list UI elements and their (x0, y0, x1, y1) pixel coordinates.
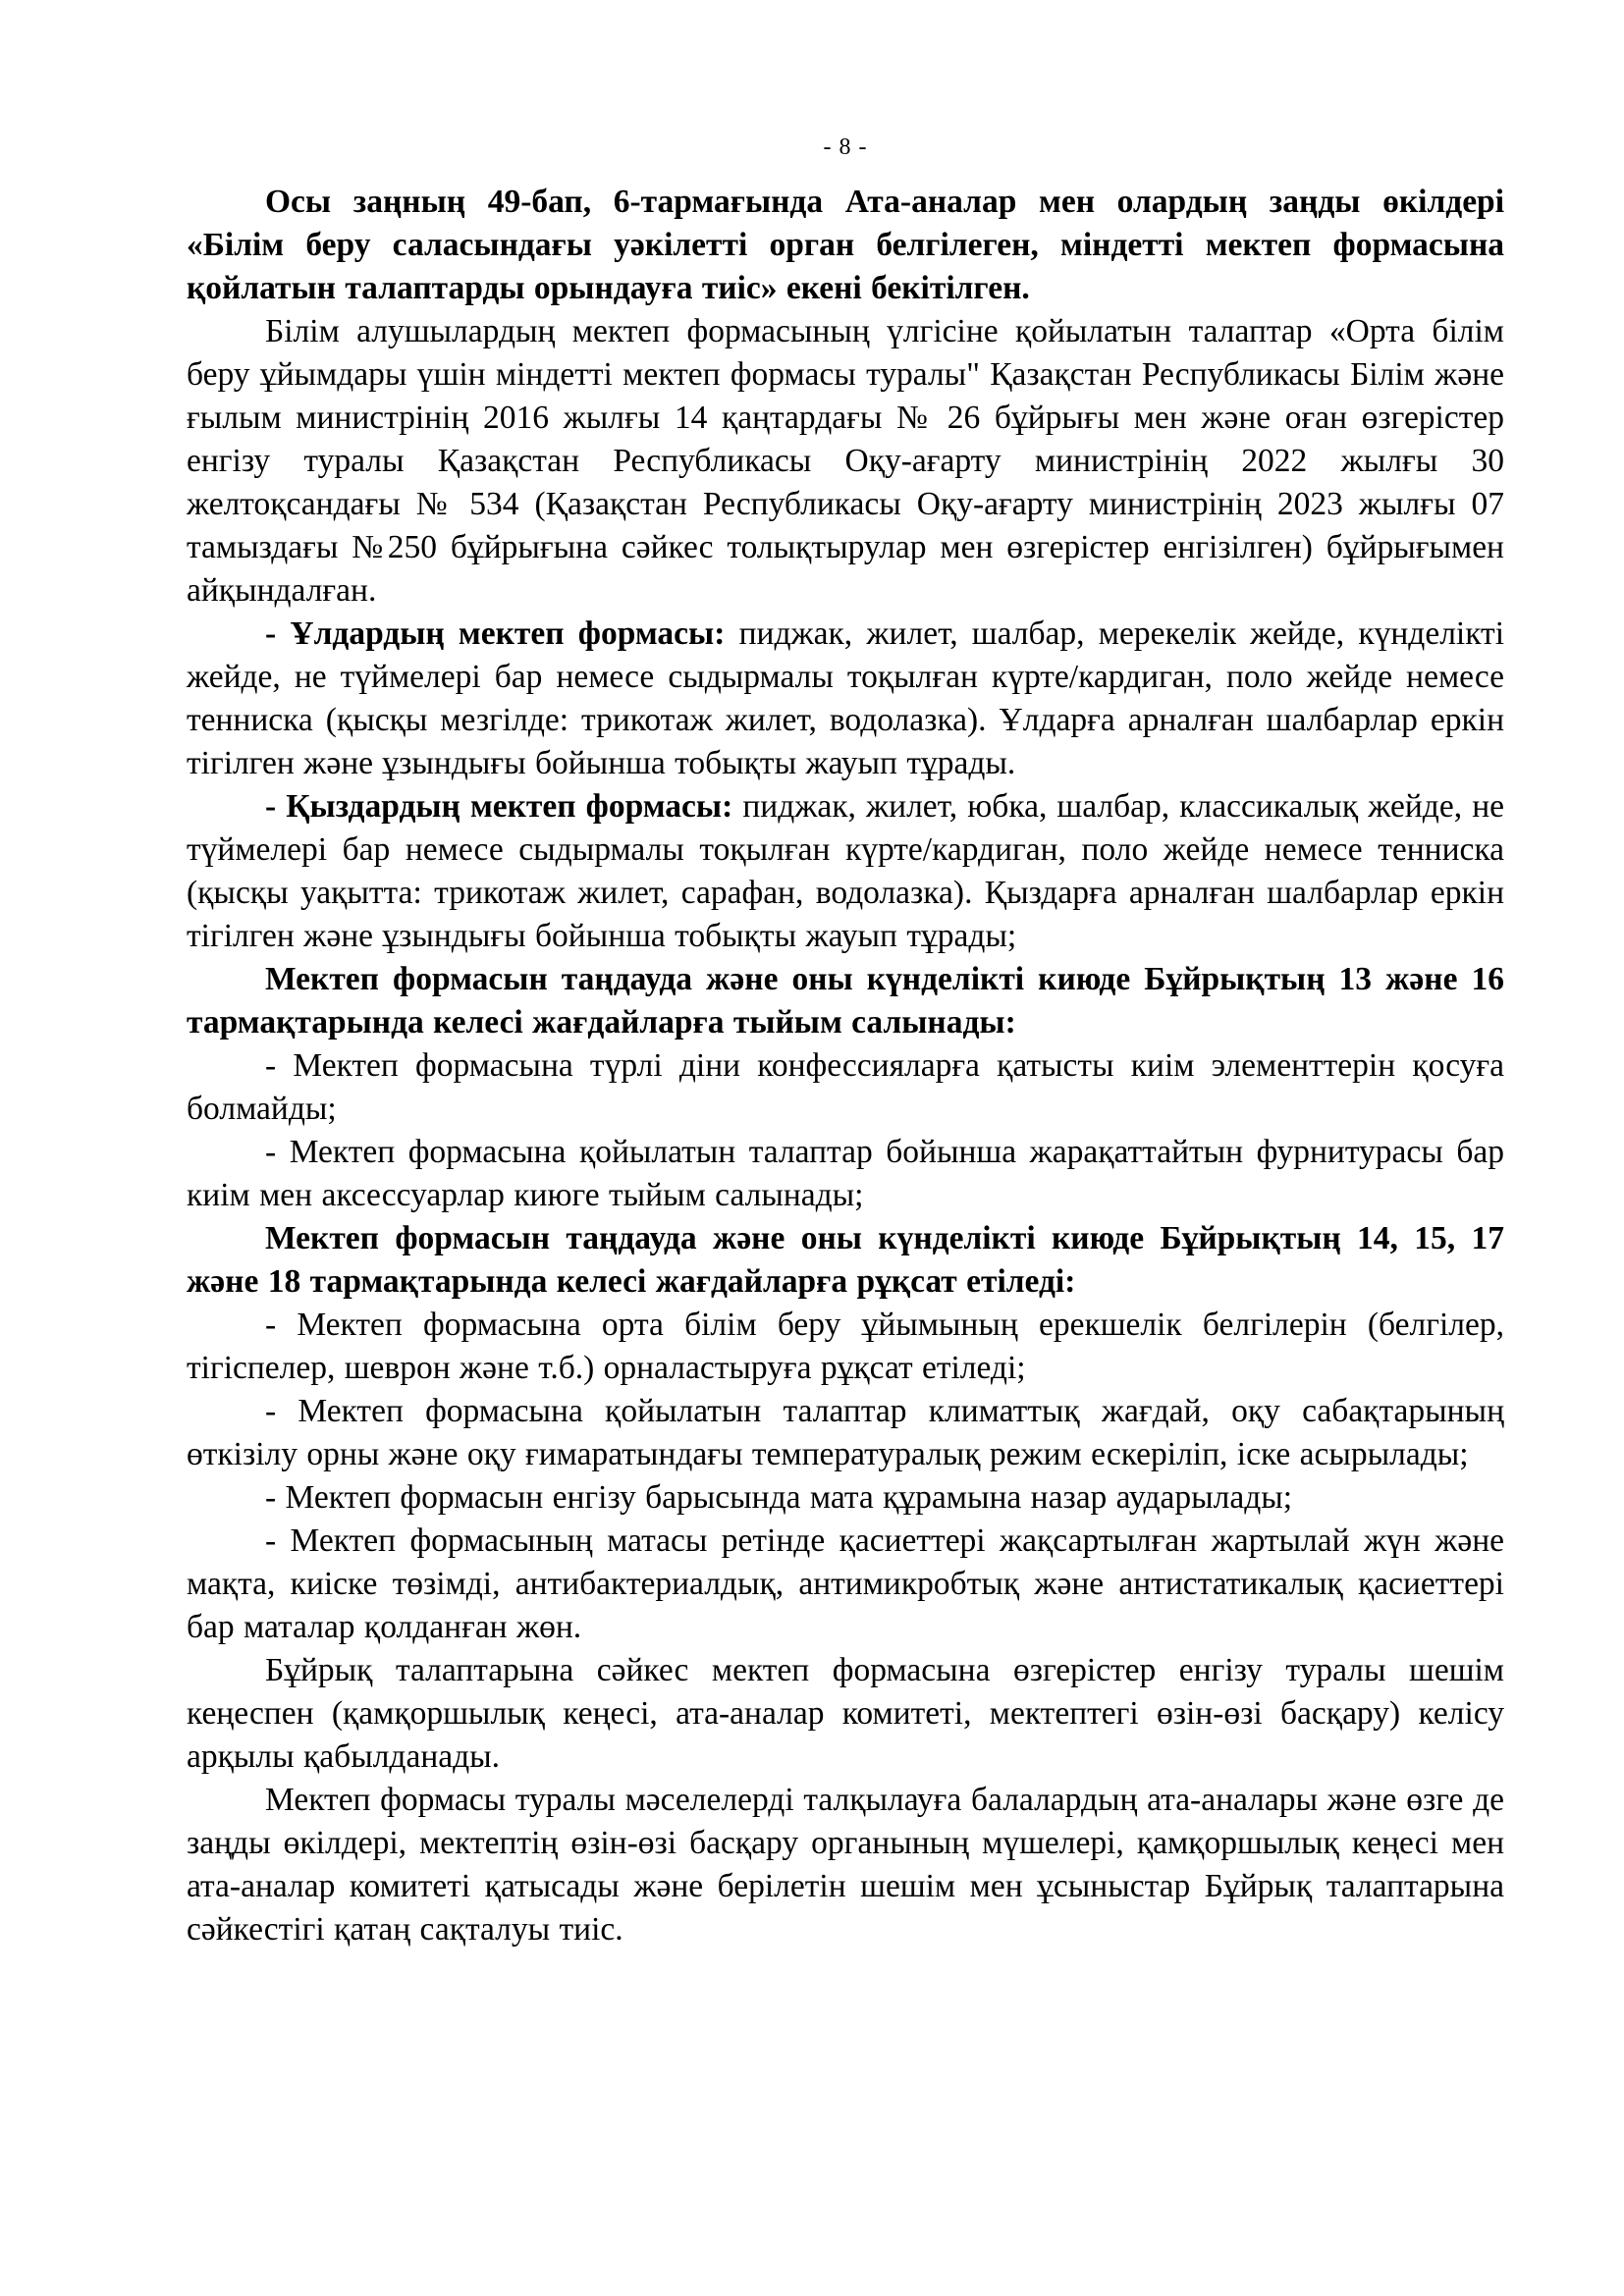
paragraph: Мектеп формасы туралы мәселелерді талқылауға балалардың ата-аналары және өзге де заңды өкілдері, мектептің өзін-өзі басқару органының мүшелері, қамқоршылық кеңесі мен ата-аналар комитеті қатысады және берілетін шешім мен ұсыныстар Бұйрық талаптарына сәйкестігі қатаң сақталуы тиіс. (187, 1782, 1504, 1948)
paragraph-lead: - Ұлдардың мектеп формасы: (265, 615, 726, 652)
page-number: - 8 - (823, 134, 868, 160)
paragraph: - Мектеп формасына орта білім беру ұйымының ерекшелік белгілерін (белгілер, тігіспелер, шеврон және т.б.) орналастыруға рұқсат етіледі; (187, 1307, 1504, 1386)
paragraph: - Ұлдардың мектеп формасы: пиджак, жилет, шалбар, мерекелік жейде, күнделікті жейде, не түймелері бар немесе сыдырмалы тоқылған күрте/кардиган, поло жейде немесе тенниска (қысқы мезгілде: трикотаж жилет, водолазка). Ұлдарға арналған шалбарлар еркін тігілген және ұзындығы бойынша тобықты жауып тұрады. (187, 615, 1505, 781)
document-body (187, 181, 1504, 1951)
paragraph-lead: - Қыздардың мектеп формасы: (265, 788, 733, 825)
paragraph: Білім алушылардың мектеп формасының үлгісіне қойылатын талаптар «Орта білім беру ұйымдары үшін міндетті мектеп формасы туралы" Қазақстан Республикасы Білім және ғылым министрінің 2016 жылғы 14 қаңтардағы № 26 бұйрығы мен және оған өзгерістер енгізу туралы Қазақстан Республикасы Оқу-ағарту министрінің 2022 жылғы 30 желтоқсандағы № 534 (Қазақстан Республикасы Оқу-ағарту министрінің 2023 жылғы 07 тамыздағы №250 бұйрығына сәйкес толықтырулар мен өзгерістер енгізілген) бұйрығымен айқындалған. (187, 313, 1504, 609)
paragraph: Осы заңның 49-бап, 6-тармағында Ата-аналар мен олардың заңды өкілдері «Білім беру саласындағы уәкілетті орган белгілеген, міндетті мектеп формасына қойлатын талаптарды орындауға тиіс» екені бекітілген. (187, 184, 1504, 306)
paragraph: Мектеп формасын таңдауда және оны күнделікті киюде Бұйрықтың 13 және 16 тармақтарында келесі жағдайларға тыйым салынады: (187, 961, 1504, 1041)
paragraph: - Мектеп формасына қойылатын талаптар бойынша жарақаттайтын фурнитурасы бар киім мен аксессуарлар киюге тыйым салынады; (187, 1134, 1504, 1213)
paragraph: Бұйрық талаптарына сәйкес мектеп формасына өзгерістер енгізу туралы шешім кеңеспен (қамқоршылық кеңесі, ата-аналар комитеті, мектептегі өзін-өзі басқару) келісу арқылы қабылданады. (187, 1652, 1504, 1775)
paragraph: - Мектеп формасына қойылатын талаптар климаттық жағдай, оқу сабақтарының өткізілу орны және оқу ғимаратындағы температуралық режим ескеріліп, іске асырылады; (187, 1393, 1504, 1472)
paragraph: - Мектеп формасын енгізу барысында мата құрамына назар аударылады; (265, 1479, 1293, 1516)
paragraph: - Қыздардың мектеп формасы: пиджак, жилет, юбка, шалбар, классикалық жейде, не түймелері бар немесе сыдырмалы тоқылған күрте/кардиган, поло жейде немесе тенниска (қысқы уақытта: трикотаж жилет, сарафан, водолазка). Қыздарға арналған шалбарлар еркін тігілген және ұзындығы бойынша тобықты жауып тұрады; (187, 788, 1504, 954)
paragraph: - Мектеп формасына түрлі діни конфессияларға қатысты киім элементтерін қосуға болмайды; (187, 1047, 1504, 1127)
paragraph: - Мектеп формасының матасы ретінде қасиеттері жақсартылған жартылай жүн және мақта, киіске төзімді, антибактериалдық, антимикробтық және антистатикалық қасиеттері бар маталар қолданған жөн. (187, 1522, 1504, 1645)
paragraph: Мектеп формасын таңдауда және оны күнделікті киюде Бұйрықтың 14, 15, 17 және 18 тармақтарында келесі жағдайларға рұқсат етіледі: (187, 1220, 1504, 1300)
document-page (187, 133, 1504, 1951)
